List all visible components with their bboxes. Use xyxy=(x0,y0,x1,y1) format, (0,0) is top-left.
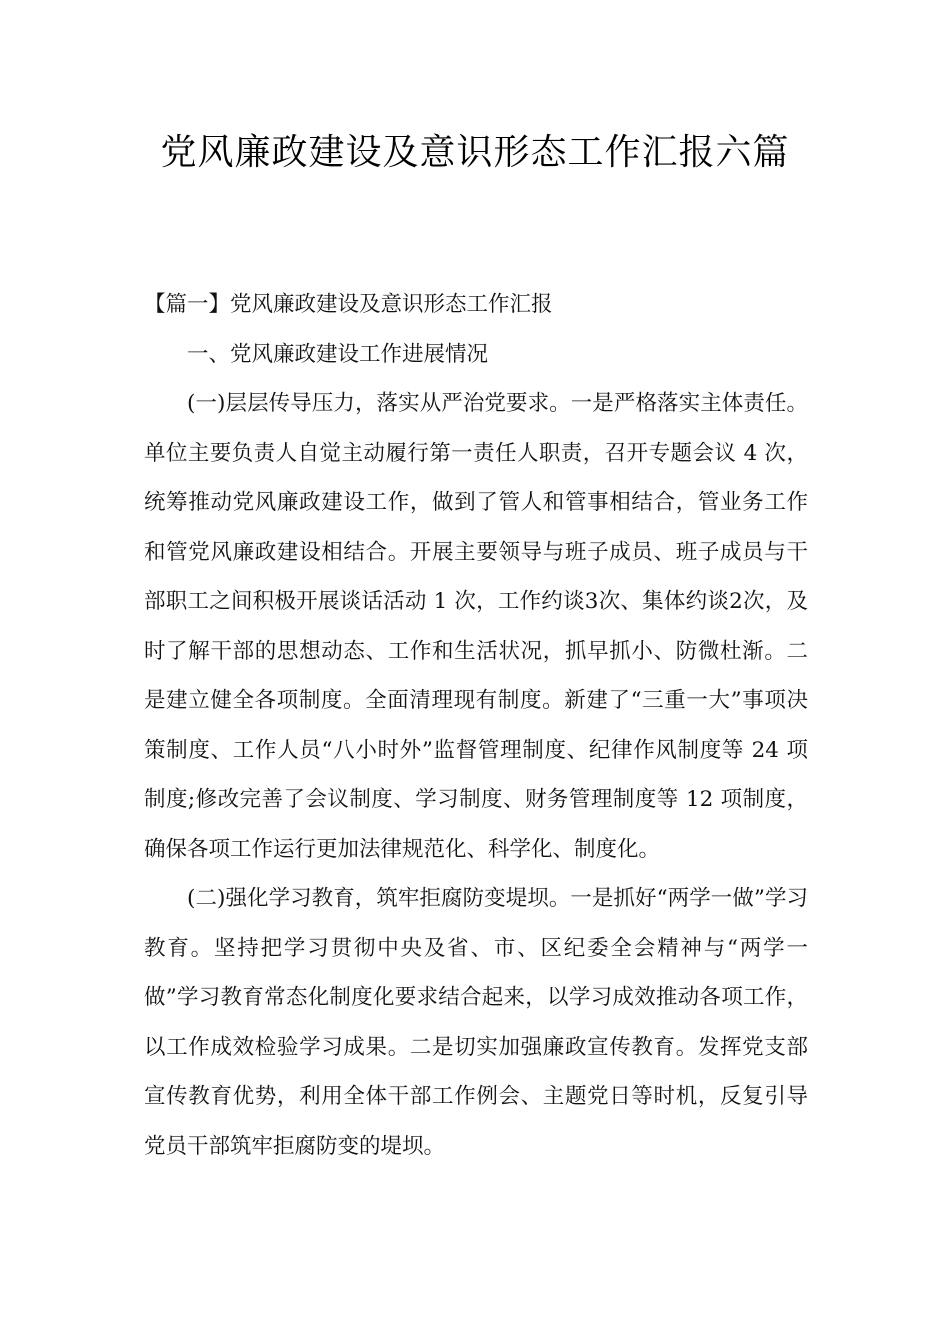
body-paragraph-2: (二)强化学习教育，筑牢拒腐防变堤坝。一是抓好“两学一做”学习教育。坚持把学习贯彻中央及省、市、区纪委全会精神与“两学一做”学习教育常态化制度化要求结合起来，以学习成效推动各项工作，以工作成效检验学习成果。二是切实加强廉政宣传教育。发挥党支部宣传教育优势，利用全体干部工作例会、主题党日等时机，反复引导党员干部筑牢拒腐防变的堤坝。 xyxy=(144,886,808,1159)
document-body xyxy=(144,280,808,1171)
document-title: 党风廉政建设及意识形态工作汇报六篇 xyxy=(160,132,790,173)
body-paragraph-1: (一)层层传导压力，落实从严治党要求。一是严格落实主体责任。单位主要负责人自觉主动履行第一责任人职责，召开专题会议 4 次，统筹推动党风廉政建设工作，做到了管人和管事相结合，管业务工作和管党风廉政建设相结合。开展主要领导与班子成员、班子成员与干部职工之间积极开展谈话活动 1 次，工作约谈3次、集体约谈2次，及时了解干部的思想动态、工作和生活状况，抓早抓小、防微杜渐。二是建立健全各项制度。全面清理现有制度。新建了“三重一大”事项决策制度、工作人员“八小时外”监督管理制度、纪律作风制度等 24 项制度;修改完善了会议制度、学习制度、财务管理制度等 12 项制度，确保各项工作运行更加法律规范化、科学化、制度化。 xyxy=(144,391,808,862)
section-heading: 【篇一】党风廉政建设及意识形态工作汇报 xyxy=(144,292,553,317)
subsection-heading: 一、党风廉政建设工作进展情况 xyxy=(187,341,489,367)
